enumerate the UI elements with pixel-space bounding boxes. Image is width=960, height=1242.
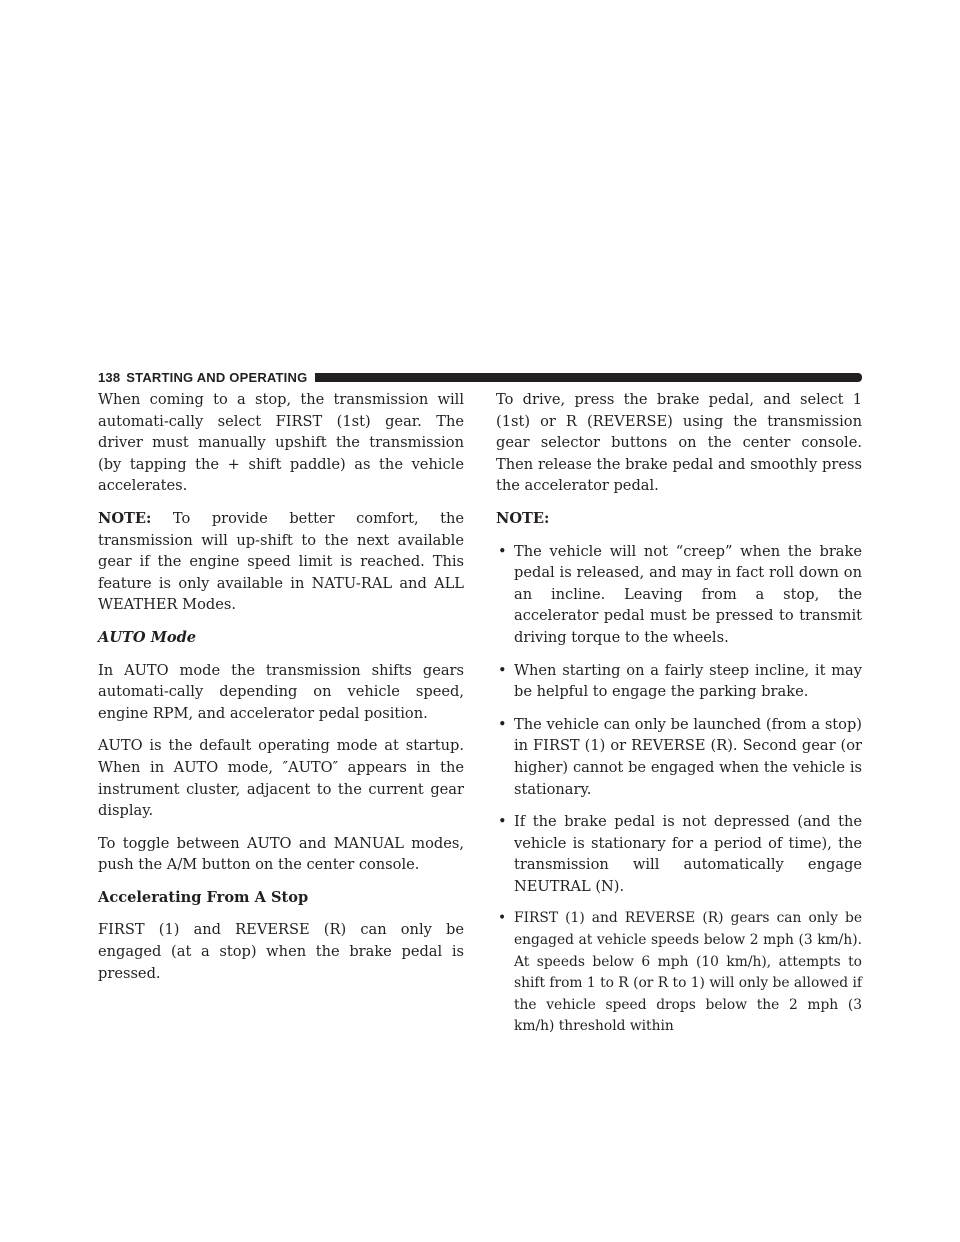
list-item: • If the brake pedal is not depressed (and the vehicle is stationary for a period of time), the transmission will automatically engage NEUTRAL (N). bbox=[498, 813, 862, 895]
accelerating-heading: Accelerating From A Stop bbox=[98, 888, 309, 906]
paragraph-toggle-modes: To toggle between AUTO and MANUAL modes, push the A/M button on the center console. bbox=[98, 834, 464, 874]
paragraph-auto-default: AUTO is the default operating mode at startup. When in AUTO mode, ″AUTO″ appears in the instrument cluster, adjacent to the current gear display. bbox=[98, 737, 464, 820]
right-column bbox=[496, 389, 862, 1049]
left-column bbox=[98, 389, 464, 995]
note-paragraph bbox=[98, 508, 464, 616]
paragraph-first-reverse: FIRST (1) and REVERSE (R) can only be engaged (at a stop) when the brake pedal is pressed. bbox=[98, 921, 464, 982]
note-heading: NOTE: bbox=[496, 509, 550, 527]
list-item: • The vehicle will not “creep” when the brake pedal is released, and may in fact roll down on an incline. Leaving from a stop, the accelerator pedal must be pressed to transmit driving torque to the wheels. bbox=[498, 542, 862, 646]
list-item: • When starting on a fairly steep incline, it may be helpful to engage the parking brake. bbox=[498, 661, 862, 701]
bullet-icon: • bbox=[498, 542, 507, 560]
header-rule bbox=[315, 373, 862, 382]
bullet-icon: • bbox=[498, 715, 507, 733]
note-label: NOTE: bbox=[98, 509, 152, 527]
paragraph-to-drive: To drive, press the brake pedal, and select 1 (1st) or R (REVERSE) using the transmission gear selector buttons on the center console. Then release the brake pedal and smoothly press the accelerator pedal. bbox=[496, 391, 862, 495]
paragraph-coming-to-stop: When coming to a stop, the transmission will automati-cally select FIRST (1st) gear. The driver must manually upshift the transmission (by tapping the + shift paddle) as the vehicle accelerates. bbox=[98, 391, 464, 495]
note-bullet-list bbox=[496, 541, 862, 1038]
list-item: • The vehicle can only be launched (from a stop) in FIRST (1) or REVERSE (R). Second gear (or higher) cannot be engaged when the vehicle is stationary. bbox=[498, 715, 862, 798]
list-item: • FIRST (1) and REVERSE (R) gears can only be engaged at vehicle speeds below 2 mph (3 km/h). At speeds below 6 mph (10 km/h), attempts to shift from 1 to R (or R to 1) will only be allowed if the vehicle speed drops below the 2 mph (3 km/h) threshold within bbox=[498, 910, 862, 1035]
page-number: 138 bbox=[98, 369, 121, 385]
auto-mode-heading: AUTO Mode bbox=[98, 628, 197, 646]
section-title: STARTING AND OPERATING bbox=[126, 369, 308, 385]
page-header bbox=[98, 366, 862, 388]
bullet-icon: • bbox=[498, 661, 507, 679]
note-text: To provide better comfort, the transmission will up-shift to the next available gear if the engine speed limit is reached. This feature is only available in NATU-RAL and ALL WEATHER Modes. bbox=[98, 509, 464, 614]
bullet-icon: • bbox=[498, 813, 507, 831]
paragraph-auto-mode: In AUTO mode the transmission shifts gears automati-cally depending on vehicle speed, engine RPM, and accelerator pedal position. bbox=[98, 661, 464, 722]
bullet-icon: • bbox=[498, 910, 507, 927]
